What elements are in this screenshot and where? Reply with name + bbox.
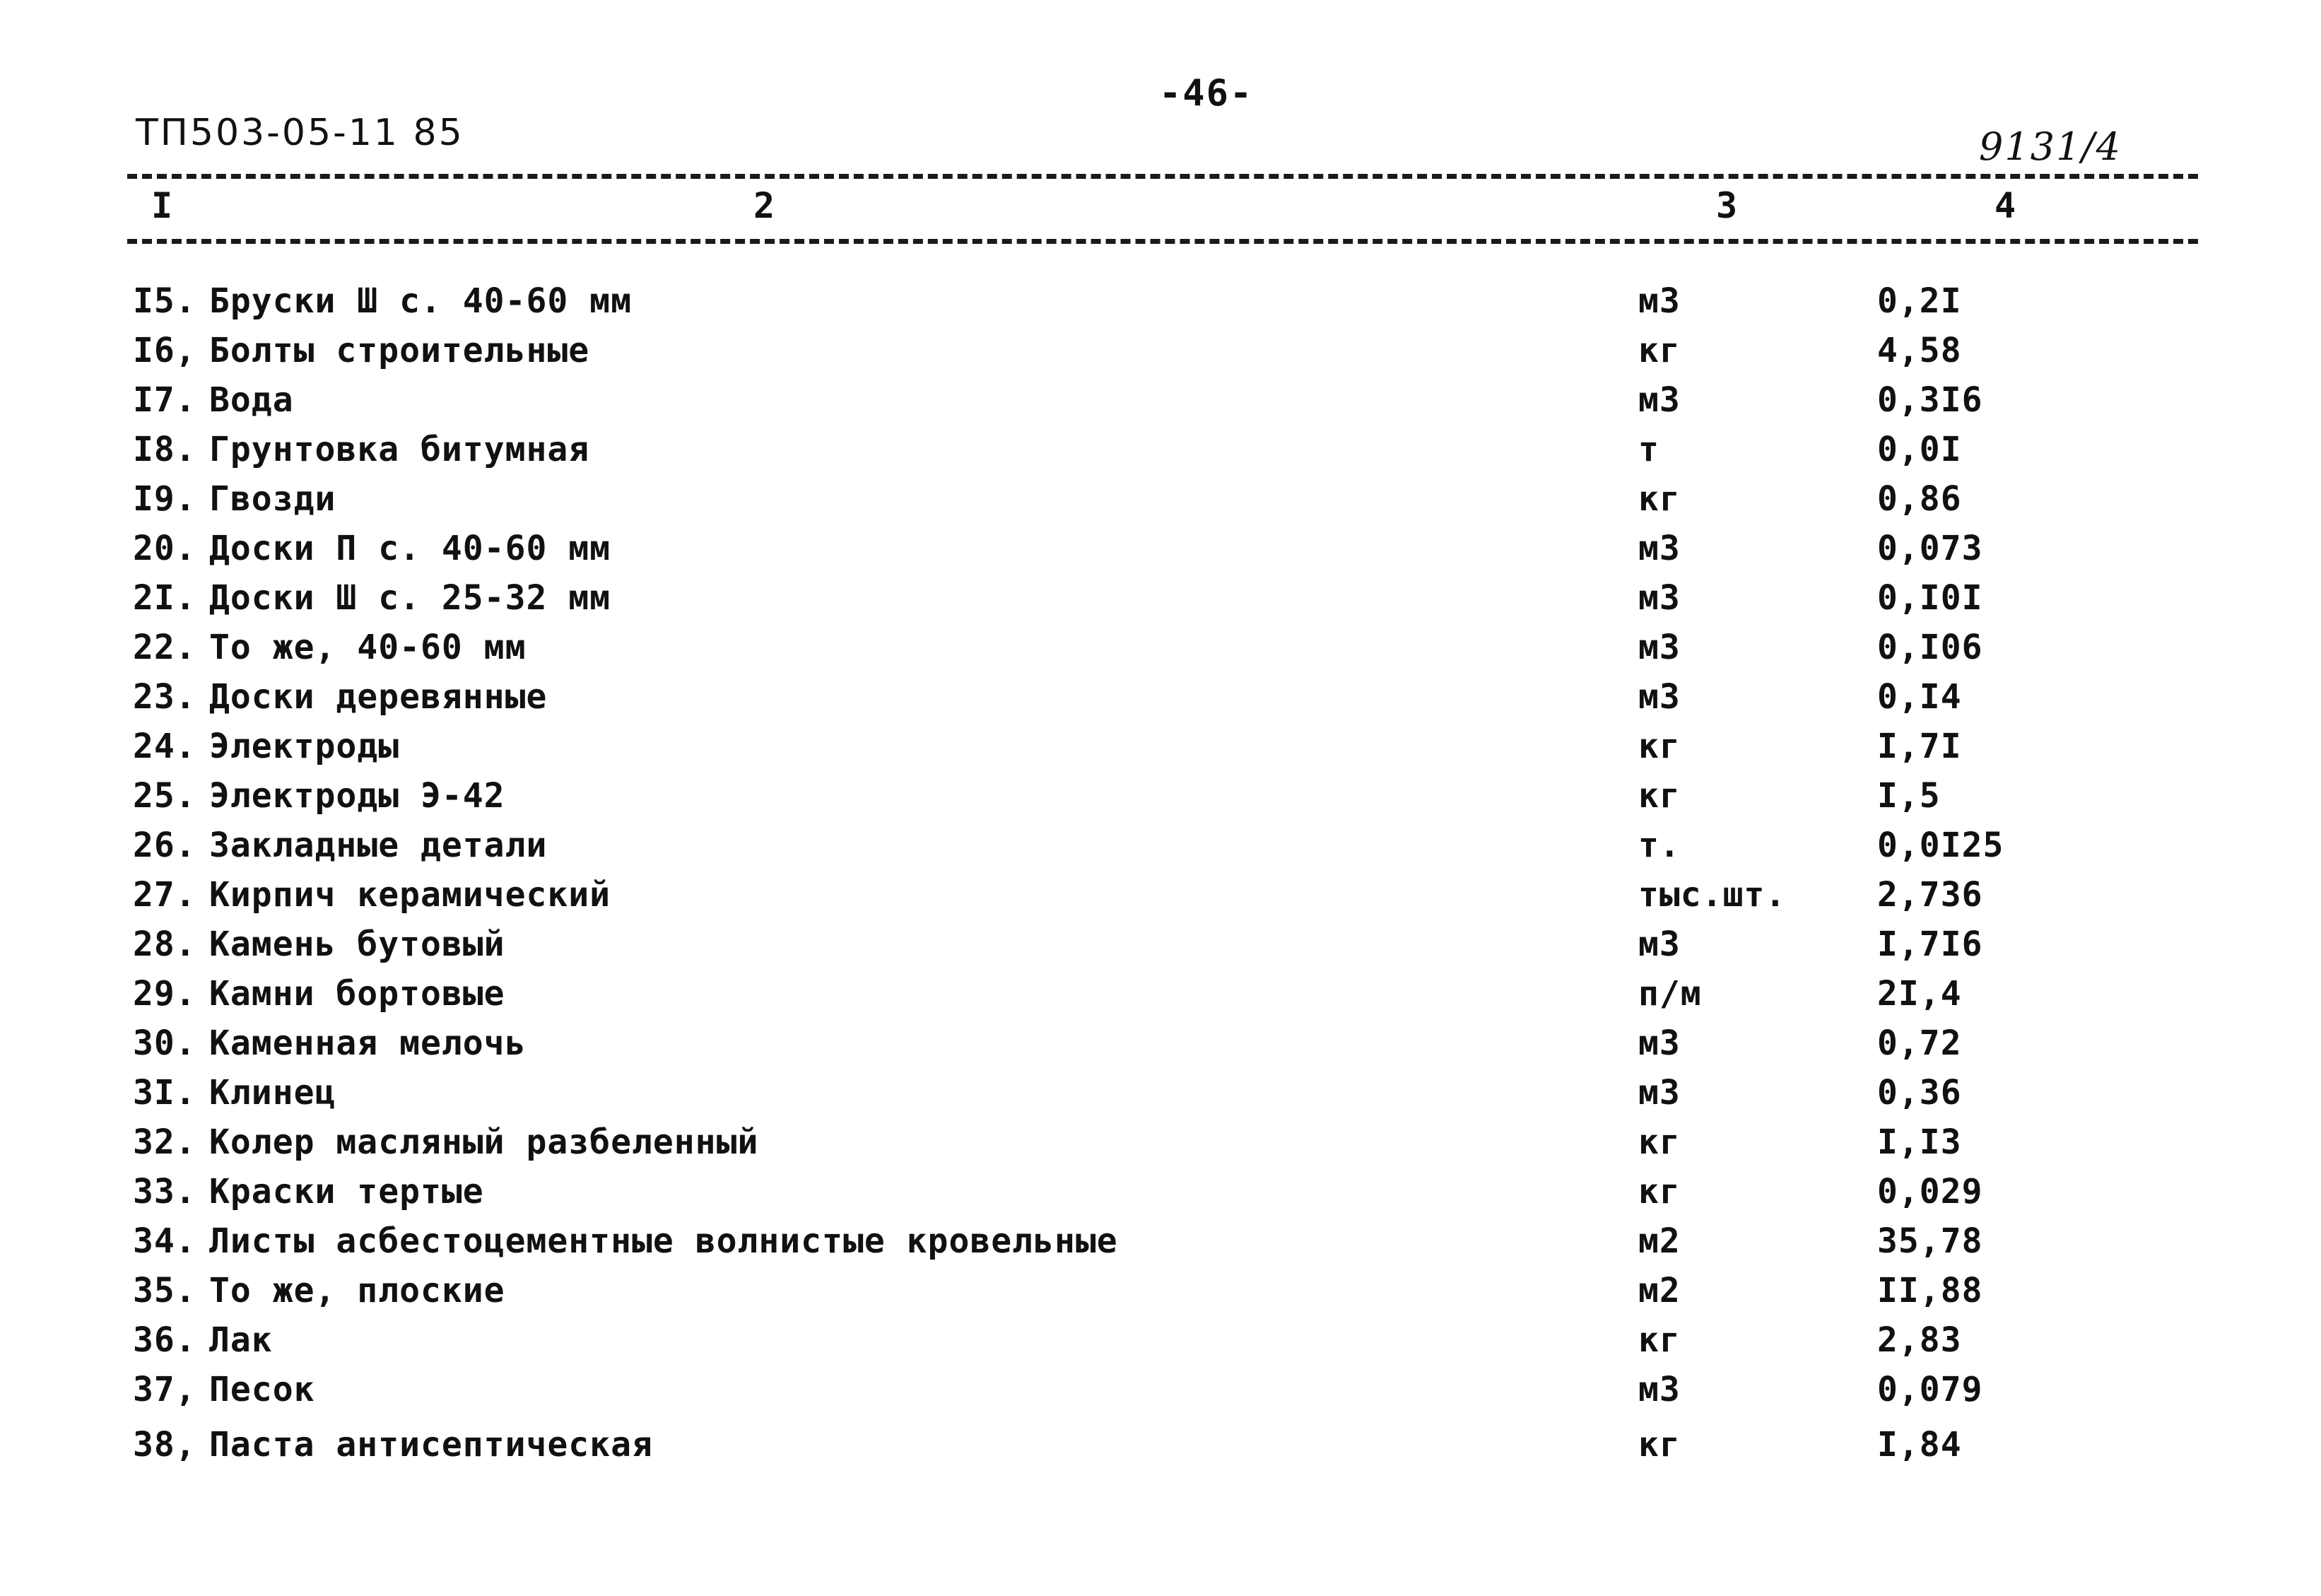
- table-row: [0, 826, 2321, 875]
- row-number: 3I.: [133, 1073, 196, 1113]
- quantity: 0,029: [1877, 1172, 1983, 1211]
- row-number: 23.: [133, 677, 196, 717]
- table-row: [0, 479, 2321, 529]
- material-name: Листы асбестоцементные волнистые кровельные: [209, 1221, 1118, 1261]
- quantity: 35,78: [1877, 1221, 1983, 1261]
- row-number: I8.: [133, 430, 196, 469]
- row-number: 36.: [133, 1320, 196, 1360]
- unit-of-measure: кг: [1638, 1425, 1681, 1465]
- material-name: Паста антисептическая: [209, 1425, 653, 1465]
- table-row: [0, 281, 2321, 331]
- document-code: ТП503-05-11 85: [136, 112, 464, 154]
- row-number: I5.: [133, 281, 196, 321]
- material-name: Доски деревянные: [209, 677, 548, 717]
- row-number: 38,: [133, 1425, 196, 1465]
- table-row: [0, 380, 2321, 430]
- material-name: Бруски Ш с. 40-60 мм: [209, 281, 632, 321]
- row-number: 20.: [133, 529, 196, 568]
- material-name: Доски П с. 40-60 мм: [209, 529, 611, 568]
- table-row: [0, 578, 2321, 628]
- table-row: [0, 331, 2321, 380]
- unit-of-measure: кг: [1638, 1320, 1681, 1360]
- table-row: [0, 628, 2321, 677]
- row-number: 32.: [133, 1122, 196, 1162]
- quantity: 0,I0I: [1877, 578, 1983, 618]
- table-row: [0, 875, 2321, 925]
- unit-of-measure: м3: [1638, 628, 1681, 667]
- table-row: [0, 1122, 2321, 1172]
- table-row: [0, 1320, 2321, 1370]
- unit-of-measure: м2: [1638, 1271, 1681, 1310]
- unit-of-measure: м2: [1638, 1221, 1681, 1261]
- quantity: 2,736: [1877, 875, 1983, 915]
- unit-of-measure: кг: [1638, 1172, 1681, 1211]
- unit-of-measure: т: [1638, 430, 1659, 469]
- row-number: 25.: [133, 776, 196, 816]
- table-row: [0, 727, 2321, 776]
- quantity: 0,079: [1877, 1370, 1983, 1409]
- quantity: I,84: [1877, 1425, 1962, 1465]
- unit-of-measure: м3: [1638, 578, 1681, 618]
- materials-list: [0, 281, 2321, 1474]
- column-header-1: I: [151, 185, 173, 226]
- quantity: 0,72: [1877, 1023, 1962, 1063]
- table-row: [0, 677, 2321, 727]
- column-header-3: 3: [1716, 185, 1738, 226]
- quantity: II,88: [1877, 1271, 1983, 1310]
- row-number: I9.: [133, 479, 196, 519]
- material-name: Каменная мелочь: [209, 1023, 527, 1063]
- quantity: 0,0I25: [1877, 826, 2004, 865]
- unit-of-measure: м3: [1638, 677, 1681, 717]
- row-number: 35.: [133, 1271, 196, 1310]
- table-row: [0, 1221, 2321, 1271]
- quantity: 2I,4: [1877, 974, 1962, 1014]
- material-name: Закладные детали: [209, 826, 548, 865]
- row-number: 34.: [133, 1221, 196, 1261]
- unit-of-measure: тыс.шт.: [1638, 875, 1787, 915]
- quantity: 0,86: [1877, 479, 1962, 519]
- table-row: [0, 1370, 2321, 1419]
- unit-of-measure: кг: [1638, 479, 1681, 519]
- header-divider-top: [127, 174, 2198, 179]
- table-row: [0, 925, 2321, 974]
- unit-of-measure: кг: [1638, 1122, 1681, 1162]
- material-name: Доски Ш с. 25-32 мм: [209, 578, 611, 618]
- quantity: 2,83: [1877, 1320, 1962, 1360]
- unit-of-measure: кг: [1638, 331, 1681, 370]
- row-number: 37,: [133, 1370, 196, 1409]
- quantity: 0,0I: [1877, 430, 1962, 469]
- material-name: Колер масляный разбеленный: [209, 1122, 759, 1162]
- table-row: [0, 1271, 2321, 1320]
- page-number: -46-: [1159, 72, 1254, 115]
- unit-of-measure: м3: [1638, 281, 1681, 321]
- row-number: I6,: [133, 331, 196, 370]
- quantity: I,I3: [1877, 1122, 1962, 1162]
- quantity: 0,I4: [1877, 677, 1962, 717]
- table-row: [0, 776, 2321, 826]
- unit-of-measure: м3: [1638, 925, 1681, 964]
- material-name: Вода: [209, 380, 294, 420]
- quantity: 0,36: [1877, 1073, 1962, 1113]
- quantity: I,7I: [1877, 727, 1962, 766]
- sheet-code: 9131/4: [1979, 124, 2122, 169]
- material-name: Электроды: [209, 727, 400, 766]
- table-row: [0, 1073, 2321, 1122]
- quantity: I,7I6: [1877, 925, 1983, 964]
- material-name: Гвозди: [209, 479, 336, 519]
- row-number: 30.: [133, 1023, 196, 1063]
- material-name: Болты строительные: [209, 331, 590, 370]
- row-number: 24.: [133, 727, 196, 766]
- material-name: То же, плоские: [209, 1271, 505, 1310]
- quantity: 0,3I6: [1877, 380, 1983, 420]
- quantity: 0,073: [1877, 529, 1983, 568]
- row-number: 22.: [133, 628, 196, 667]
- row-number: 29.: [133, 974, 196, 1014]
- quantity: 4,58: [1877, 331, 1962, 370]
- column-header-2: 2: [753, 185, 775, 226]
- material-name: Грунтовка битумная: [209, 430, 590, 469]
- quantity: I,5: [1877, 776, 1941, 816]
- unit-of-measure: м3: [1638, 1370, 1681, 1409]
- table-row: [0, 430, 2321, 479]
- unit-of-measure: кг: [1638, 776, 1681, 816]
- row-number: 2I.: [133, 578, 196, 618]
- material-name: Лак: [209, 1320, 273, 1360]
- table-row: [0, 1023, 2321, 1073]
- column-header-4: 4: [1994, 185, 2016, 226]
- row-number: 27.: [133, 875, 196, 915]
- unit-of-measure: т.: [1638, 826, 1681, 865]
- row-number: 33.: [133, 1172, 196, 1211]
- unit-of-measure: м3: [1638, 529, 1681, 568]
- unit-of-measure: п/м: [1638, 974, 1702, 1014]
- material-name: Клинец: [209, 1073, 336, 1113]
- unit-of-measure: кг: [1638, 727, 1681, 766]
- table-row: [0, 1425, 2321, 1474]
- table-row: [0, 1172, 2321, 1221]
- quantity: 0,2I: [1877, 281, 1962, 321]
- unit-of-measure: м3: [1638, 380, 1681, 420]
- row-number: 28.: [133, 925, 196, 964]
- header-divider-bottom: [127, 239, 2198, 244]
- material-name: Песок: [209, 1370, 315, 1409]
- row-number: I7.: [133, 380, 196, 420]
- material-name: То же, 40-60 мм: [209, 628, 527, 667]
- material-name: Краски тертые: [209, 1172, 484, 1211]
- unit-of-measure: м3: [1638, 1073, 1681, 1113]
- material-name: Камень бутовый: [209, 925, 505, 964]
- material-name: Камни бортовые: [209, 974, 505, 1014]
- table-row: [0, 529, 2321, 578]
- row-number: 26.: [133, 826, 196, 865]
- quantity: 0,I06: [1877, 628, 1983, 667]
- material-name: Кирпич керамический: [209, 875, 611, 915]
- table-row: [0, 974, 2321, 1023]
- unit-of-measure: м3: [1638, 1023, 1681, 1063]
- material-name: Электроды Э-42: [209, 776, 505, 816]
